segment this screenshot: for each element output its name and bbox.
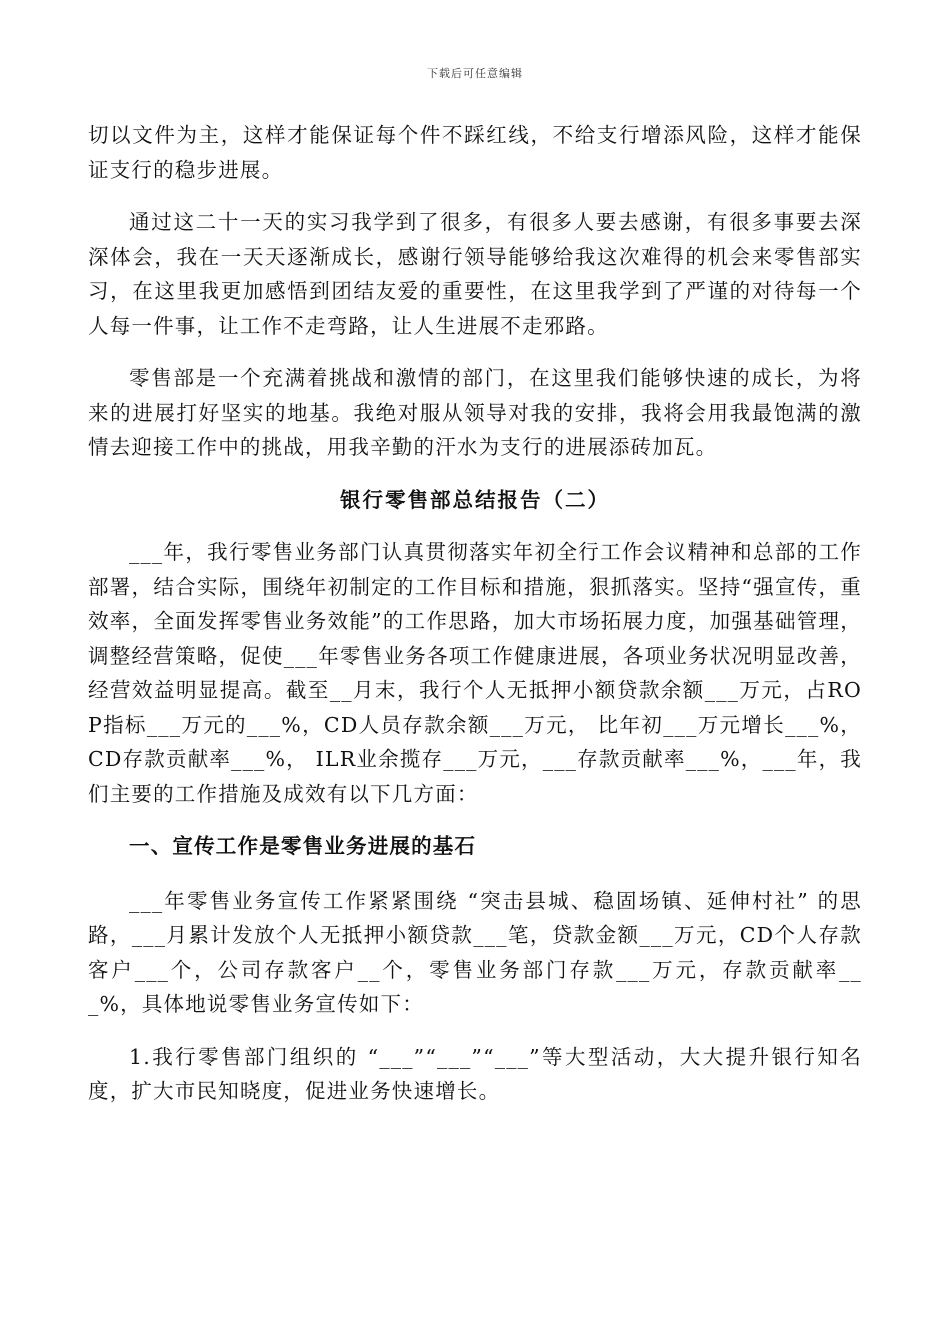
paragraph-retail-department: 零售部是一个充满着挑战和激情的部门，在这里我们能够快速的成长，为将来的进展打好坚实的地基。我绝对服从领导对我的安排，我将会用我最饱满的激情去迎接工作中的挑战，用我辛勤的汗水为支行的进展添砖加瓦。 bbox=[88, 366, 862, 459]
section-heading-publicity: 一、宣传工作是零售业务进展的基石 bbox=[129, 834, 477, 858]
header-note: 下载后可任意编辑 bbox=[427, 67, 523, 80]
document-body bbox=[88, 118, 862, 1127]
report-title: 银行零售部总结报告（二） bbox=[340, 487, 610, 512]
paragraph-report-intro: ___年，我行零售业务部门认真贯彻落实年初全行工作会议精神和总部的工作部署，结合实际，围绕年初制定的工作目标和措施，狠抓落实。坚持“强宣传，重效率，全面发挥零售业务效能”的工作思路，加大市场拓展力度，加强基础管理，调整经营策略，促使___年零售业务各项工作健康进展，各项业务状况明显改善，经营效益明显提高。截至__月末，我行个人无抵押小额贷款余额___万元，占ROP指标___万元的___%，CD人员存款余额___万元， 比年初___万元增长___%，CD存款贡献率___%， ILR业余揽存___万元，___存款贡献率___%，___年，我们主要的工作措施及成效有以下几方面： bbox=[88, 540, 862, 806]
paragraph-internship-reflection: 通过这二十一天的实习我学到了很多，有很多人要去感谢，有很多事要去深深体会，我在一天天逐渐成长，感谢行领导能够给我这次难得的机会来零售部实习，在这里我更加感悟到团结友爱的重要性，在这里我学到了严谨的对待每一个人每一件事，让工作不走弯路，让人生进展不走邪路。 bbox=[88, 210, 862, 338]
paragraph-publicity-summary: ___年零售业务宣传工作紧紧围绕 “突击县城、稳固场镇、延伸村社” 的思路，___月累计发放个人无抵押小额贷款___笔，贷款金额___万元，CD个人存款客户___个，公司存款客户__个，零售业务部门存款___万元，存款贡献率___%，具体地说零售业务宣传如下： bbox=[88, 888, 862, 1016]
paragraph-continuation: 切以文件为主，这样才能保证每个件不踩红线，不给支行增添风险，这样才能保证支行的稳步进展。 bbox=[88, 123, 862, 182]
list-item-1: 1.我行零售部门组织的 “___”“___”“___”等大型活动，大大提升银行知名度，扩大市民知晓度，促进业务快速增长。 bbox=[88, 1044, 862, 1103]
